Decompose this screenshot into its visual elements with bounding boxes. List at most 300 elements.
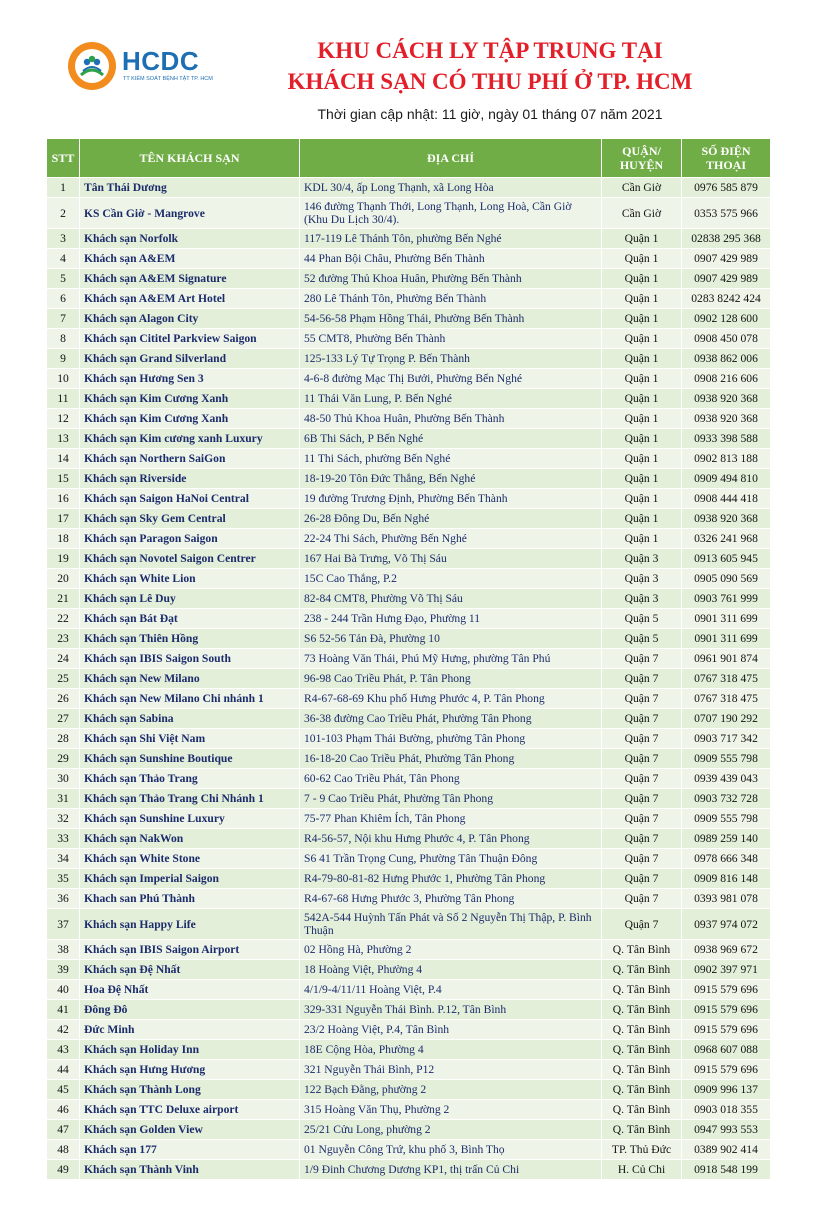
hotel-district: Cần Giờ (602, 178, 682, 198)
hotel-phone: 0913 605 945 (682, 549, 771, 569)
hotel-phone: 0937 974 072 (682, 909, 771, 940)
hotel-district: Quận 1 (602, 389, 682, 409)
row-stt: 48 (47, 1140, 80, 1160)
hotel-address: 4-6-8 đường Mạc Thị Bưởi, Phường Bến Nghé (300, 369, 602, 389)
table-row (47, 449, 771, 469)
hotel-address: 22-24 Thi Sách, Phường Bến Nghé (300, 529, 602, 549)
hotel-phone: 0909 494 810 (682, 469, 771, 489)
row-stt: 33 (47, 829, 80, 849)
table-row (47, 198, 771, 229)
hotel-phone: 0767 318 475 (682, 669, 771, 689)
hotel-name: Khách sạn Sunshine Luxury (80, 809, 300, 829)
hotel-phone: 0903 761 999 (682, 589, 771, 609)
table-row (47, 249, 771, 269)
table-row (47, 589, 771, 609)
hotel-phone: 0938 920 368 (682, 509, 771, 529)
hotel-table (46, 138, 771, 1180)
hotel-district: Q. Tân Bình (602, 1100, 682, 1120)
hotel-phone: 0902 128 600 (682, 309, 771, 329)
hotel-district: Quận 1 (602, 249, 682, 269)
header-hotel-name: TÊN KHÁCH SẠN (80, 139, 300, 178)
hotel-district: Quận 1 (602, 509, 682, 529)
hotel-name: Khách sạn Grand Silverland (80, 349, 300, 369)
row-stt: 11 (47, 389, 80, 409)
table-row (47, 289, 771, 309)
hotel-district: Quận 3 (602, 569, 682, 589)
table-row (47, 329, 771, 349)
hotel-address: 44 Phan Bội Châu, Phường Bến Thành (300, 249, 602, 269)
hotel-name: Khách sạn IBIS Saigon Airport (80, 940, 300, 960)
hotel-name: Khách sạn NakWon (80, 829, 300, 849)
table-row (47, 409, 771, 429)
hotel-district: Quận 1 (602, 329, 682, 349)
row-stt: 44 (47, 1060, 80, 1080)
hotel-name: Khách sạn Thành Long (80, 1080, 300, 1100)
hotel-address: 122 Bạch Đằng, phường 2 (300, 1080, 602, 1100)
row-stt: 20 (47, 569, 80, 589)
row-stt: 25 (47, 669, 80, 689)
row-stt: 38 (47, 940, 80, 960)
table-row (47, 549, 771, 569)
hotel-name: Khách sạn Northern SaiGon (80, 449, 300, 469)
hotel-district: Quận 7 (602, 869, 682, 889)
hotel-district: Quận 5 (602, 609, 682, 629)
hotel-phone: 0938 862 006 (682, 349, 771, 369)
hotel-address: 117-119 Lê Thánh Tôn, phường Bến Nghé (300, 229, 602, 249)
hotel-district: Quận 7 (602, 749, 682, 769)
row-stt: 14 (47, 449, 80, 469)
hotel-phone: 0909 555 798 (682, 809, 771, 829)
hotel-phone: 0939 439 043 (682, 769, 771, 789)
table-row (47, 649, 771, 669)
hotel-district: Q. Tân Bình (602, 1020, 682, 1040)
hotel-district: Quận 1 (602, 309, 682, 329)
table-row (47, 429, 771, 449)
hotel-address: 52 đường Thủ Khoa Huân, Phường Bến Thành (300, 269, 602, 289)
hotel-phone: 0915 579 696 (682, 1020, 771, 1040)
hotel-district: Quận 1 (602, 289, 682, 309)
hotel-name: Khách sạn IBIS Saigon South (80, 649, 300, 669)
hotel-district: Quận 7 (602, 669, 682, 689)
hotel-address: 167 Hai Bà Trưng, Võ Thị Sáu (300, 549, 602, 569)
row-stt: 4 (47, 249, 80, 269)
row-stt: 19 (47, 549, 80, 569)
row-stt: 13 (47, 429, 80, 449)
hotel-district: Quận 7 (602, 789, 682, 809)
header-phone-line-1: SỐ ĐIỆN (701, 144, 751, 158)
row-stt: 30 (47, 769, 80, 789)
header-district-line-1: QUẬN/ (622, 144, 661, 158)
hotel-address: 18 Hoàng Việt, Phường 4 (300, 960, 602, 980)
row-stt: 32 (47, 809, 80, 829)
row-stt: 7 (47, 309, 80, 329)
hotel-district: TP. Thủ Đức (602, 1140, 682, 1160)
hotel-address: 321 Nguyễn Thái Bình, P12 (300, 1060, 602, 1080)
hotel-address: 1/9 Đinh Chương Dương KP1, thị trấn Củ Chi (300, 1160, 602, 1180)
hotel-address: 7 - 9 Cao Triều Phát, Phường Tân Phong (300, 789, 602, 809)
hotel-district: Q. Tân Bình (602, 940, 682, 960)
table-row (47, 709, 771, 729)
hotel-phone: 0915 579 696 (682, 980, 771, 1000)
hotel-phone: 0978 666 348 (682, 849, 771, 869)
hotel-address: 82-84 CMT8, Phường Võ Thị Sáu (300, 589, 602, 609)
hotel-name: Khách sạn Sabina (80, 709, 300, 729)
hotel-district: Quận 1 (602, 369, 682, 389)
row-stt: 39 (47, 960, 80, 980)
hotel-address: 73 Hoàng Văn Thái, Phú Mỹ Hưng, phường Tân Phú (300, 649, 602, 669)
hotel-name: Khach san Phú Thành (80, 889, 300, 909)
hotel-address: 238 - 244 Trần Hưng Đạo, Phường 11 (300, 609, 602, 629)
hotel-address: KDL 30/4, ấp Long Thạnh, xã Long Hòa (300, 178, 602, 198)
hotel-district: Quận 7 (602, 689, 682, 709)
hotel-name: Khách sạn Thảo Trang Chi Nhánh 1 (80, 789, 300, 809)
row-stt: 10 (47, 369, 80, 389)
hotel-name: Khách sạn Sky Gem Central (80, 509, 300, 529)
hotel-name: KS Cần Giờ - Mangrove (80, 198, 300, 229)
hotel-phone: 0908 444 418 (682, 489, 771, 509)
hotel-name: Khách sạn White Lion (80, 569, 300, 589)
row-stt: 29 (47, 749, 80, 769)
row-stt: 36 (47, 889, 80, 909)
hotel-name: Khách sạn Kim Cương Xanh (80, 389, 300, 409)
table-row (47, 1000, 771, 1020)
row-stt: 18 (47, 529, 80, 549)
hotel-name: Khách sạn Bát Đạt (80, 609, 300, 629)
table-row (47, 569, 771, 589)
row-stt: 21 (47, 589, 80, 609)
table-row (47, 178, 771, 198)
hotel-phone: 0909 996 137 (682, 1080, 771, 1100)
table-row (47, 369, 771, 389)
row-stt: 12 (47, 409, 80, 429)
logo-name: HCDC (122, 46, 200, 76)
hotel-district: Quận 5 (602, 629, 682, 649)
hotel-phone: 0353 575 966 (682, 198, 771, 229)
logo-subtitle: TT KIỂM SOÁT BỆNH TẬT TP. HCM (123, 76, 213, 82)
hotel-name: Khách sạn New Milano (80, 669, 300, 689)
hotel-phone: 0938 969 672 (682, 940, 771, 960)
row-stt: 28 (47, 729, 80, 749)
table-row (47, 469, 771, 489)
hotel-name: Khách sạn Holiday Inn (80, 1040, 300, 1060)
hotel-district: Quận 1 (602, 429, 682, 449)
hotel-district: Q. Tân Bình (602, 1000, 682, 1020)
hotel-address: 18-19-20 Tôn Đức Thắng, Bến Nghé (300, 469, 602, 489)
header-district-line-2: HUYỆN (619, 158, 664, 172)
row-stt: 45 (47, 1080, 80, 1100)
table-row (47, 229, 771, 249)
hotel-phone: 0905 090 569 (682, 569, 771, 589)
row-stt: 49 (47, 1160, 80, 1180)
row-stt: 16 (47, 489, 80, 509)
hotel-district: Cần Giờ (602, 198, 682, 229)
table-row (47, 389, 771, 409)
hotel-district: Q. Tân Bình (602, 1120, 682, 1140)
table-row (47, 869, 771, 889)
hotel-name: Khách sạn White Stone (80, 849, 300, 869)
header-phone (682, 139, 771, 178)
hotel-address: 542A-544 Huỳnh Tấn Phát và Số 2 Nguyễn Thị Thập, P. Bình Thuận (300, 909, 602, 940)
hotel-address: S6 41 Trần Trọng Cung, Phường Tân Thuận Đông (300, 849, 602, 869)
hotel-address: 48-50 Thủ Khoa Huân, Phường Bến Thành (300, 409, 602, 429)
hotel-phone: 0918 548 199 (682, 1160, 771, 1180)
hotel-name: Khách sạn Kim Cương Xanh (80, 409, 300, 429)
hotel-phone: 0707 190 292 (682, 709, 771, 729)
hotel-district: Q. Tân Bình (602, 1040, 682, 1060)
table-row (47, 629, 771, 649)
table-row (47, 309, 771, 329)
row-stt: 8 (47, 329, 80, 349)
hotel-district: Quận 7 (602, 649, 682, 669)
hotel-address: 02 Hồng Hà, Phường 2 (300, 940, 602, 960)
table-row (47, 509, 771, 529)
hotel-name: Khách sạn Saigon HaNoi Central (80, 489, 300, 509)
hotel-phone: 02838 295 368 (682, 229, 771, 249)
hotel-name: Khách sạn 177 (80, 1140, 300, 1160)
hotel-name: Khách sạn Thiên Hồng (80, 629, 300, 649)
hotel-phone: 0767 318 475 (682, 689, 771, 709)
row-stt: 24 (47, 649, 80, 669)
hotel-name: Khách sạn Hưng Hương (80, 1060, 300, 1080)
hotel-phone: 0947 993 553 (682, 1120, 771, 1140)
hotel-district: Q. Tân Bình (602, 980, 682, 1000)
hotel-district: Quận 3 (602, 589, 682, 609)
hotel-address: 4/1/9-4/11/11 Hoàng Việt, P.4 (300, 980, 602, 1000)
hotel-address: 96-98 Cao Triều Phát, P. Tân Phong (300, 669, 602, 689)
hotel-name: Tân Thái Dương (80, 178, 300, 198)
hotel-phone: 0989 259 140 (682, 829, 771, 849)
document-header (0, 0, 815, 138)
header-stt: STT (47, 139, 80, 178)
hotel-phone: 0968 607 088 (682, 1040, 771, 1060)
hotel-phone: 0915 579 696 (682, 1000, 771, 1020)
hotel-district: Quận 1 (602, 349, 682, 369)
hotel-phone: 0903 732 728 (682, 789, 771, 809)
hotel-phone: 0909 555 798 (682, 749, 771, 769)
row-stt: 22 (47, 609, 80, 629)
hotel-name: Đông Đô (80, 1000, 300, 1020)
hotel-name: Khách sạn Happy Life (80, 909, 300, 940)
hotel-address: 125-133 Lý Tự Trọng P. Bến Thành (300, 349, 602, 369)
table-row (47, 689, 771, 709)
hotel-address: S6 52-56 Tản Đà, Phường 10 (300, 629, 602, 649)
row-stt: 6 (47, 289, 80, 309)
hotel-name: Khách sạn Shi Việt Nam (80, 729, 300, 749)
hotel-name: Khách sạn Kim cương xanh Luxury (80, 429, 300, 449)
hotel-phone: 0389 902 414 (682, 1140, 771, 1160)
hotel-phone: 0902 813 188 (682, 449, 771, 469)
hotel-address: 75-77 Phan Khiêm Ích, Tân Phong (300, 809, 602, 829)
hotel-district: H. Củ Chi (602, 1160, 682, 1180)
hotel-name: Khách sạn Hương Sen 3 (80, 369, 300, 389)
row-stt: 17 (47, 509, 80, 529)
table-row (47, 349, 771, 369)
hotel-name: Khách sạn Lê Duy (80, 589, 300, 609)
table-row (47, 1100, 771, 1120)
hotel-name: Khách sạn Sunshine Boutique (80, 749, 300, 769)
logo-emblem-icon (68, 42, 116, 90)
hotel-name: Khách sạn Cititel Parkview Saigon (80, 329, 300, 349)
table-row (47, 829, 771, 849)
hotel-address: 15C Cao Thắng, P.2 (300, 569, 602, 589)
hotel-phone: 0961 901 874 (682, 649, 771, 669)
hotel-name: Khách sạn A&EM Signature (80, 269, 300, 289)
hotel-phone: 0933 398 588 (682, 429, 771, 449)
hotel-address: 19 đường Trương Định, Phường Bến Thành (300, 489, 602, 509)
page-title-line-1: KHU CÁCH LY TẬP TRUNG TẠI (317, 38, 663, 63)
row-stt: 3 (47, 229, 80, 249)
table-row (47, 1160, 771, 1180)
hotel-name: Khách sạn Alagon City (80, 309, 300, 329)
hotel-phone: 0903 717 342 (682, 729, 771, 749)
hotel-phone: 0393 981 078 (682, 889, 771, 909)
hotel-district: Q. Tân Bình (602, 1060, 682, 1080)
table-row (47, 529, 771, 549)
hotel-address: 18E Cộng Hòa, Phường 4 (300, 1040, 602, 1060)
hotel-address: R4-79-80-81-82 Hưng Phước 1, Phường Tân Phong (300, 869, 602, 889)
update-time: Thời gian cập nhật: 11 giờ, ngày 01 tháng 07 năm 2021 (317, 106, 663, 122)
hotel-name: Khách sạn TTC Deluxe airport (80, 1100, 300, 1120)
table-row (47, 960, 771, 980)
row-stt: 37 (47, 909, 80, 940)
table-row (47, 269, 771, 289)
hotel-phone: 0938 920 368 (682, 409, 771, 429)
row-stt: 35 (47, 869, 80, 889)
hotel-address: R4-67-68-69 Khu phố Hưng Phước 4, P. Tân Phong (300, 689, 602, 709)
row-stt: 40 (47, 980, 80, 1000)
table-row (47, 789, 771, 809)
hotel-address: 55 CMT8, Phường Bến Thành (300, 329, 602, 349)
hotel-address: 54-56-58 Phạm Hồng Thái, Phường Bến Thành (300, 309, 602, 329)
hotel-district: Quận 1 (602, 269, 682, 289)
hotel-district: Q. Tân Bình (602, 960, 682, 980)
hotel-address: R4-67-68 Hưng Phước 3, Phường Tân Phong (300, 889, 602, 909)
hotel-name: Khách sạn A&EM Art Hotel (80, 289, 300, 309)
row-stt: 23 (47, 629, 80, 649)
row-stt: 26 (47, 689, 80, 709)
hotel-name: Khách sạn Imperial Saigon (80, 869, 300, 889)
hotel-address: 23/2 Hoàng Việt, P.4, Tân Bình (300, 1020, 602, 1040)
hotel-name: Khách sạn Đệ Nhất (80, 960, 300, 980)
header-phone-line-2: THOẠI (705, 158, 746, 172)
hotel-district: Quận 7 (602, 709, 682, 729)
hotel-address: 60-62 Cao Triều Phát, Tân Phong (300, 769, 602, 789)
hotel-district: Quận 3 (602, 549, 682, 569)
hotel-phone: 0902 397 971 (682, 960, 771, 980)
hotel-phone: 0907 429 989 (682, 249, 771, 269)
hotel-district: Quận 7 (602, 829, 682, 849)
row-stt: 34 (47, 849, 80, 869)
hotel-address: 26-28 Đông Du, Bến Nghé (300, 509, 602, 529)
table-row (47, 749, 771, 769)
hotel-address: 101-103 Phạm Thái Bường, phường Tân Phong (300, 729, 602, 749)
hotel-district: Quận 1 (602, 409, 682, 429)
row-stt: 47 (47, 1120, 80, 1140)
hotel-address: 329-331 Nguyễn Thái Bình. P.12, Tân Bình (300, 1000, 602, 1020)
table-row (47, 1040, 771, 1060)
hotel-address: 146 đường Thạnh Thới, Long Thạnh, Long Hoà, Cần Giờ (Khu Du Lịch 30/4). (300, 198, 602, 229)
table-row (47, 489, 771, 509)
hotel-address: 01 Nguyễn Công Trứ, khu phố 3, Bình Thọ (300, 1140, 602, 1160)
table-row (47, 1080, 771, 1100)
hotel-phone: 0907 429 989 (682, 269, 771, 289)
hotel-phone: 0901 311 699 (682, 609, 771, 629)
table-row (47, 980, 771, 1000)
table-row (47, 889, 771, 909)
hotel-name: Đức Minh (80, 1020, 300, 1040)
hotel-district: Quận 7 (602, 889, 682, 909)
hotel-name: Khách sạn Norfolk (80, 229, 300, 249)
table-row (47, 729, 771, 749)
hotel-district: Quận 1 (602, 469, 682, 489)
hotel-address: 11 Thái Văn Lung, P. Bến Nghé (300, 389, 602, 409)
hotel-address: R4-56-57, Nội khu Hưng Phước 4, P. Tân Phong (300, 829, 602, 849)
hotel-district: Quận 7 (602, 809, 682, 829)
row-stt: 27 (47, 709, 80, 729)
hotel-address: 36-38 đường Cao Triều Phát, Phường Tân Phong (300, 709, 602, 729)
hotel-name: Khách sạn Novotel Saigon Centrer (80, 549, 300, 569)
table-row (47, 809, 771, 829)
row-stt: 31 (47, 789, 80, 809)
hotel-phone: 0908 450 078 (682, 329, 771, 349)
hotel-phone: 0915 579 696 (682, 1060, 771, 1080)
hotel-name: Khách sạn Paragon Saigon (80, 529, 300, 549)
table-row (47, 1140, 771, 1160)
row-stt: 1 (47, 178, 80, 198)
hotel-phone: 0908 216 606 (682, 369, 771, 389)
hotel-name: Khách sạn New Milano Chi nhánh 1 (80, 689, 300, 709)
row-stt: 42 (47, 1020, 80, 1040)
hotel-district: Quận 7 (602, 769, 682, 789)
hotel-phone: 0903 018 355 (682, 1100, 771, 1120)
hotel-address: 315 Hoàng Văn Thụ, Phường 2 (300, 1100, 602, 1120)
table-row (47, 769, 771, 789)
hotel-name: Khách sạn Thành Vinh (80, 1160, 300, 1180)
row-stt: 46 (47, 1100, 80, 1120)
header-district (602, 139, 682, 178)
hotel-name: Khách sạn Thảo Trang (80, 769, 300, 789)
row-stt: 2 (47, 198, 80, 229)
hotel-name: Khách sạn Golden View (80, 1120, 300, 1140)
row-stt: 15 (47, 469, 80, 489)
hotel-phone: 0909 816 148 (682, 869, 771, 889)
hotel-name: Hoa Đệ Nhất (80, 980, 300, 1000)
hotel-address: 280 Lê Thánh Tôn, Phường Bến Thành (300, 289, 602, 309)
table-row (47, 669, 771, 689)
row-stt: 43 (47, 1040, 80, 1060)
hotel-district: Q. Tân Bình (602, 1080, 682, 1100)
row-stt: 41 (47, 1000, 80, 1020)
hotel-name: Khách sạn Riverside (80, 469, 300, 489)
table-row (47, 849, 771, 869)
hcdc-logo (68, 42, 213, 92)
table-row (47, 909, 771, 940)
hotel-district: Quận 7 (602, 729, 682, 749)
hotel-district: Quận 1 (602, 529, 682, 549)
table-row (47, 1060, 771, 1080)
hotel-address: 6B Thi Sách, P Bến Nghé (300, 429, 602, 449)
row-stt: 5 (47, 269, 80, 289)
hotel-phone: 0976 585 879 (682, 178, 771, 198)
hotel-district: Quận 7 (602, 849, 682, 869)
table-row (47, 1120, 771, 1140)
table-row (47, 940, 771, 960)
hotel-address: 16-18-20 Cao Triều Phát, Phường Tân Phong (300, 749, 602, 769)
hotel-phone: 0901 311 699 (682, 629, 771, 649)
hotel-phone: 0326 241 968 (682, 529, 771, 549)
hotel-address: 11 Thi Sách, phường Bến Nghé (300, 449, 602, 469)
page-title-line-2: KHÁCH SẠN CÓ THU PHÍ Ở TP. HCM (287, 69, 693, 94)
